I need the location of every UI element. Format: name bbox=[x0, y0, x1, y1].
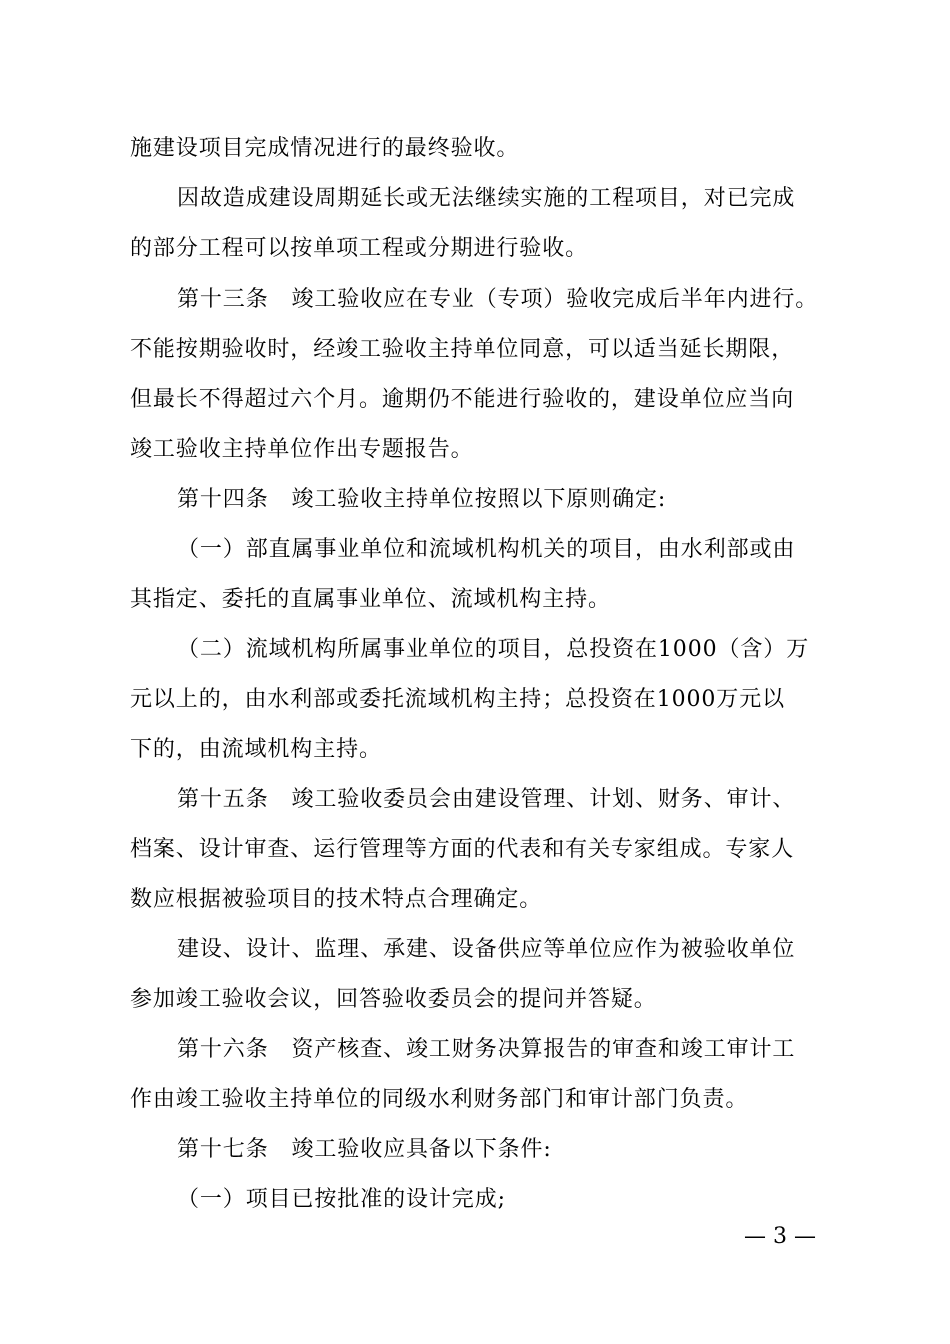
text-line: 第十七条 竣工验收应具备以下条件: bbox=[177, 1137, 552, 1162]
text-line: 第十三条 竣工验收应在专业（专项）验收完成后半年内进行。 bbox=[177, 287, 819, 312]
text-line: 参加竣工验收会议，回答验收委员会的提问并答疑。 bbox=[130, 987, 657, 1012]
text-line: （一）部直属事业单位和流域机构机关的项目，由水利部或由 bbox=[177, 537, 796, 562]
text-line: （二）流域机构所属事业单位的项目，总投资在1000（含）万 bbox=[177, 637, 810, 662]
text-line: 档案、设计审查、运行管理等方面的代表和有关专家组成。专家人 bbox=[130, 837, 795, 862]
text-line: 的部分工程可以按单项工程或分期进行验收。 bbox=[130, 236, 589, 261]
text-line: 下的，由流域机构主持。 bbox=[130, 737, 382, 762]
text-line: 施建设项目完成情况进行的最终验收。 bbox=[130, 136, 520, 161]
text-line: 元以上的，由水利部或委托流域机构主持；总投资在1000万元以 bbox=[130, 687, 785, 712]
text-line: （一）项目已按批准的设计完成; bbox=[177, 1187, 506, 1212]
text-line: 第十五条 竣工验收委员会由建设管理、计划、财务、审计、 bbox=[177, 787, 796, 812]
text-line: 数应根据被验项目的技术特点合理确定。 bbox=[130, 887, 543, 912]
text-line: 其指定、委托的直属事业单位、流域机构主持。 bbox=[130, 587, 611, 612]
text-line: 竣工验收主持单位作出专题报告。 bbox=[130, 437, 474, 462]
text-line: 第十六条 资产核查、竣工财务决算报告的审查和竣工审计工 bbox=[177, 1037, 796, 1062]
text-line: 不能按期验收时，经竣工验收主持单位同意，可以适当延长期限， bbox=[130, 337, 795, 362]
text-line: 建设、设计、监理、承建、设备供应等单位应作为被验收单位 bbox=[177, 937, 796, 962]
text-line: 第十四条 竣工验收主持单位按照以下原则确定: bbox=[177, 487, 667, 512]
text-line: 但最长不得超过六个月。逾期仍不能进行验收的，建设单位应当向 bbox=[130, 387, 795, 412]
text-line: 作由竣工验收主持单位的同级水利财务部门和审计部门负责。 bbox=[130, 1087, 749, 1112]
page-number: — 3 — bbox=[744, 1224, 816, 1249]
text-line: 因故造成建设周期延长或无法继续实施的工程项目，对已完成 bbox=[177, 186, 796, 211]
